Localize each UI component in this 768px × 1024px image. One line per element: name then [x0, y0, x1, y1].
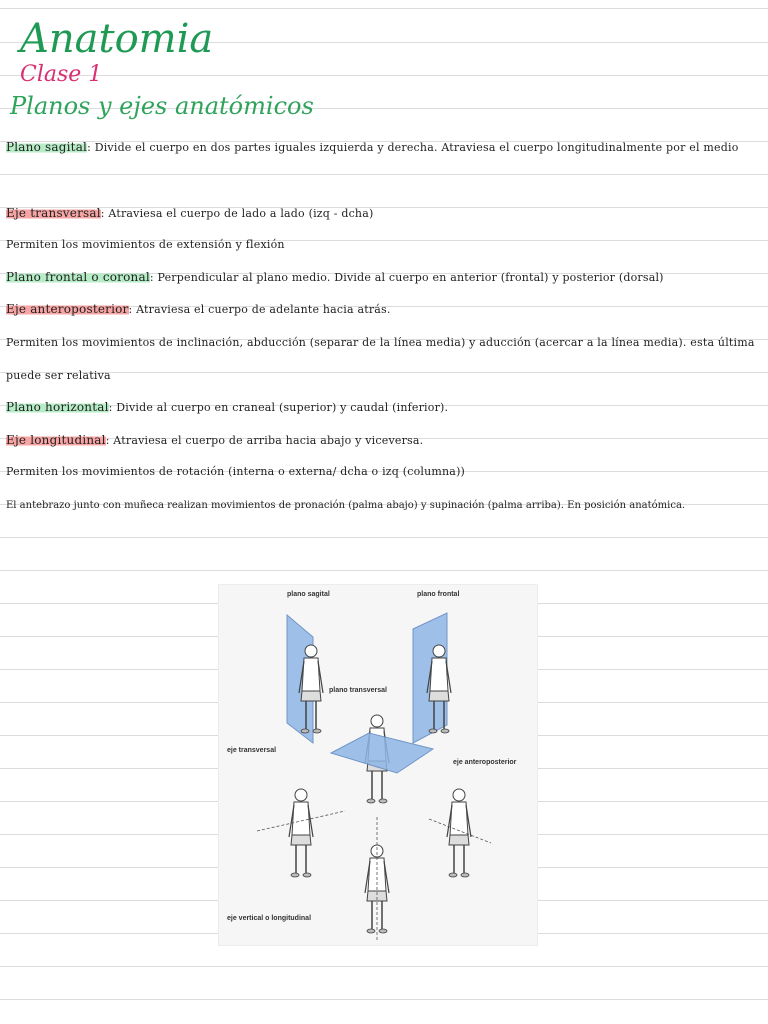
label-eje-transversal: eje transversal: [227, 747, 277, 754]
label-plano-sagital: plano sagital: [287, 591, 330, 598]
note-plano-horizontal: [6, 400, 762, 415]
note-eje-transversal: [6, 206, 762, 221]
note-anteroposterior-movements: Permiten los movimientos de inclinación, abducción (separar de la línea media) y aducción (acercar a la línea media). esta última puede ser relativa: [6, 336, 755, 382]
text-plano-frontal: : Perpendicular al plano medio. Divide al cuerpo en anterior (frontal) y posterior (dorsal): [149, 271, 664, 284]
term-eje-longitudinal: Eje longitudinal: [6, 433, 106, 447]
anteroposterior-figure: [447, 789, 471, 877]
transverse-axis-figure: [289, 789, 313, 877]
note-longitudinal-movements: Permiten los movimientos de rotación (interna o externa/ dcha o izq (columna)): [6, 465, 466, 478]
label-plano-transversal: plano transversal: [329, 687, 387, 694]
text-plano-sagital: : Divide el cuerpo en dos partes iguales izquierda y derecha. Atraviesa el cuerpo longitudinalmente por el medio: [87, 141, 739, 154]
label-eje-vertical: eje vertical o longitudinal: [227, 915, 312, 922]
term-plano-frontal: Plano frontal o coronal: [6, 270, 150, 284]
notes-title: Anatomia: [20, 16, 214, 62]
anatomical-planes-figure: [218, 584, 538, 946]
term-plano-horizontal: Plano horizontal: [6, 400, 109, 414]
label-plano-frontal: plano frontal: [417, 591, 460, 598]
label-eje-anteroposterior: eje anteroposterior: [453, 759, 517, 766]
term-eje-transversal: Eje transversal: [6, 206, 101, 220]
text-eje-transversal: : Atraviesa el cuerpo de lado a lado (izq - dcha): [100, 207, 374, 220]
note-eje-longitudinal: [6, 433, 762, 448]
term-plano-sagital: Plano sagital: [6, 140, 88, 154]
text-eje-anteroposterior: : Atraviesa el cuerpo de adelante hacia atrás.: [128, 303, 391, 316]
section-title: Planos y ejes anatómicos: [10, 92, 314, 120]
note-plano-sagital: [6, 131, 762, 164]
note-antebrazo: El antebrazo junto con muñeca realizan movimientos de pronación (palma abajo) y supinación (palma arriba). En posición anatómica.: [6, 500, 686, 511]
note-plano-frontal: [6, 270, 762, 285]
class-label: Clase 1: [20, 62, 103, 87]
text-eje-longitudinal: : Atraviesa el cuerpo de arriba hacia abajo y viceversa.: [105, 434, 424, 447]
text-plano-horizontal: : Divide al cuerpo en craneal (superior) y caudal (inferior).: [108, 401, 449, 414]
term-eje-anteroposterior: Eje anteroposterior: [6, 302, 129, 316]
note-transversal-movements: Permiten los movimientos de extensión y flexión: [6, 238, 285, 251]
note-eje-anteroposterior: [6, 302, 762, 317]
